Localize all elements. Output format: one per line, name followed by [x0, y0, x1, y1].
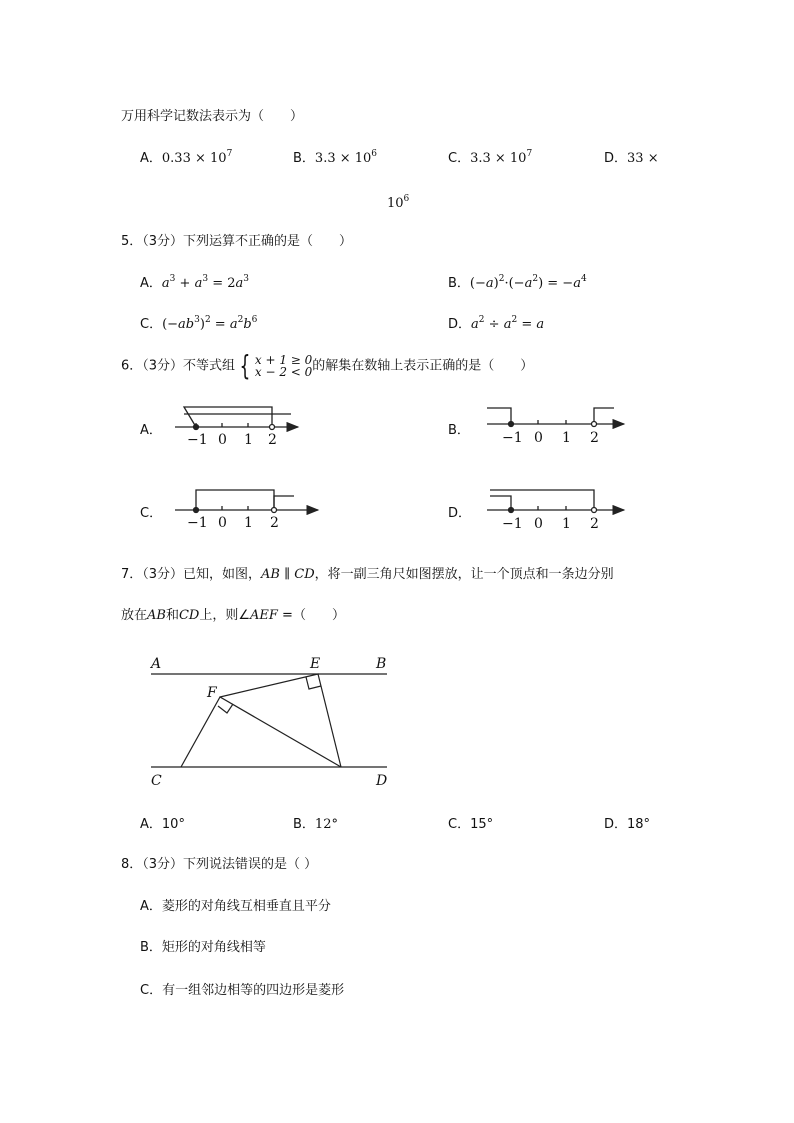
- q7-figure: [151, 674, 387, 767]
- option-label: D．: [604, 151, 628, 166]
- option-label: C．: [448, 151, 471, 166]
- tick-label: 2: [590, 516, 599, 532]
- tick-label: −1: [502, 430, 523, 446]
- option-exp: 7: [226, 149, 233, 159]
- q7-stem-line1: 7．（3分）已知，如图，AB ∥ CD，将一副三角尺如图摆放，让一个顶点和一条边分别: [121, 567, 614, 582]
- number-line-c-ticks: [187, 515, 279, 531]
- q4-stem-tail: 万用科学记数法表示为（ ）: [121, 109, 304, 124]
- tick-label: 2: [268, 432, 277, 448]
- q5-option-c[interactable]: C．$(-ab^3)^2 = a^2b^6$: [140, 315, 258, 332]
- triangle-fe: [220, 674, 341, 767]
- tick-label: 2: [270, 515, 279, 531]
- option-value: 33 ×: [627, 151, 659, 166]
- solid-point: [509, 508, 514, 513]
- option-value: 0.33 × 10: [161, 151, 227, 166]
- solid-point: [194, 508, 199, 513]
- q7-option-b[interactable]: B．12°: [293, 817, 338, 832]
- number-line-b-ticks: [502, 430, 599, 446]
- option-label: B．: [293, 151, 315, 166]
- tick-label: 1: [562, 430, 571, 446]
- tick-label: −1: [187, 432, 208, 448]
- hollow-point: [592, 508, 597, 513]
- q7-option-d[interactable]: D．18°: [604, 817, 651, 832]
- tick-label: 1: [562, 516, 571, 532]
- tick-label: 0: [218, 515, 227, 531]
- number-line-d: [487, 490, 624, 513]
- solid-point: [509, 422, 514, 427]
- q8-option-b[interactable]: B．矩形的对角线相等: [140, 940, 266, 955]
- q7-stem-line2: 放在AB和CD上，则∠AEF =（ ）: [121, 608, 345, 623]
- point-label-a: A: [151, 656, 162, 672]
- number-line-d-ticks: [502, 516, 599, 532]
- q7-point-labels: [149, 656, 387, 789]
- q5-option-b[interactable]: B．$(-a)^2\cdot(-a^2) = -a^4$: [448, 274, 587, 291]
- number-line-c: [175, 490, 318, 513]
- q4-option-d-wrap: $10^6$: [387, 194, 410, 211]
- q6-stem: 6．（3分）不等式组 { x + 1 ≥ 0 x − 2 < 0 的解集在数轴上表示正确的是（ ）: [121, 349, 534, 382]
- q8-option-c[interactable]: C．有一组邻边相等的四边形是菱形: [140, 983, 345, 998]
- tick-label: 0: [534, 516, 543, 532]
- q5-stem: 5．（3分）下列运算不正确的是（ ）: [121, 234, 353, 249]
- number-line-a-ticks: [187, 432, 277, 448]
- q6-option-a-label[interactable]: A．: [140, 423, 162, 438]
- solid-point: [194, 425, 199, 430]
- point-label-c: C: [151, 773, 162, 789]
- tick-label: 1: [244, 432, 253, 448]
- point-label-d: D: [376, 773, 388, 789]
- tick-label: 2: [590, 430, 599, 446]
- option-label: A．: [140, 151, 162, 166]
- q8-option-a[interactable]: A．菱形的对角线互相垂直且平分: [140, 899, 331, 914]
- q7-option-a[interactable]: A．10°: [140, 817, 185, 832]
- point-label-e: E: [310, 656, 321, 672]
- tick-label: 1: [244, 515, 253, 531]
- tick-label: 0: [218, 432, 227, 448]
- point-label-f: F: [207, 685, 217, 701]
- tick-label: −1: [502, 516, 523, 532]
- q8-stem: 8．（3分）下列说法错误的是（ ）: [121, 857, 318, 872]
- q5-option-a[interactable]: A．$a^3 + a^3 = 2a^3$: [140, 274, 250, 291]
- triangle-cfg: [181, 697, 341, 767]
- number-line-b: [487, 408, 624, 427]
- option-value: 3.3 × 10: [470, 151, 527, 166]
- inequality-system: { x + 1 ≥ 0 x − 2 < 0: [239, 349, 313, 382]
- hollow-point: [272, 508, 277, 513]
- hollow-point: [592, 422, 597, 427]
- q7-option-c[interactable]: C．15°: [448, 817, 494, 832]
- option-exp: 6: [371, 149, 378, 159]
- q5-option-d[interactable]: D．$a^2 \div a^2 = a$: [448, 315, 545, 332]
- q6-option-b-label[interactable]: B．: [448, 423, 470, 438]
- q6-option-d-label[interactable]: D．: [448, 506, 472, 521]
- q6-option-c-label[interactable]: C．: [140, 506, 163, 521]
- tick-label: −1: [187, 515, 208, 531]
- hollow-point: [270, 425, 275, 430]
- option-value: 3.3 × 10: [314, 151, 372, 166]
- tick-label: 0: [534, 430, 543, 446]
- number-line-a: [175, 407, 298, 430]
- point-label-b: B: [376, 656, 387, 672]
- right-angle-f: [218, 704, 233, 713]
- option-exp: 7: [526, 149, 533, 159]
